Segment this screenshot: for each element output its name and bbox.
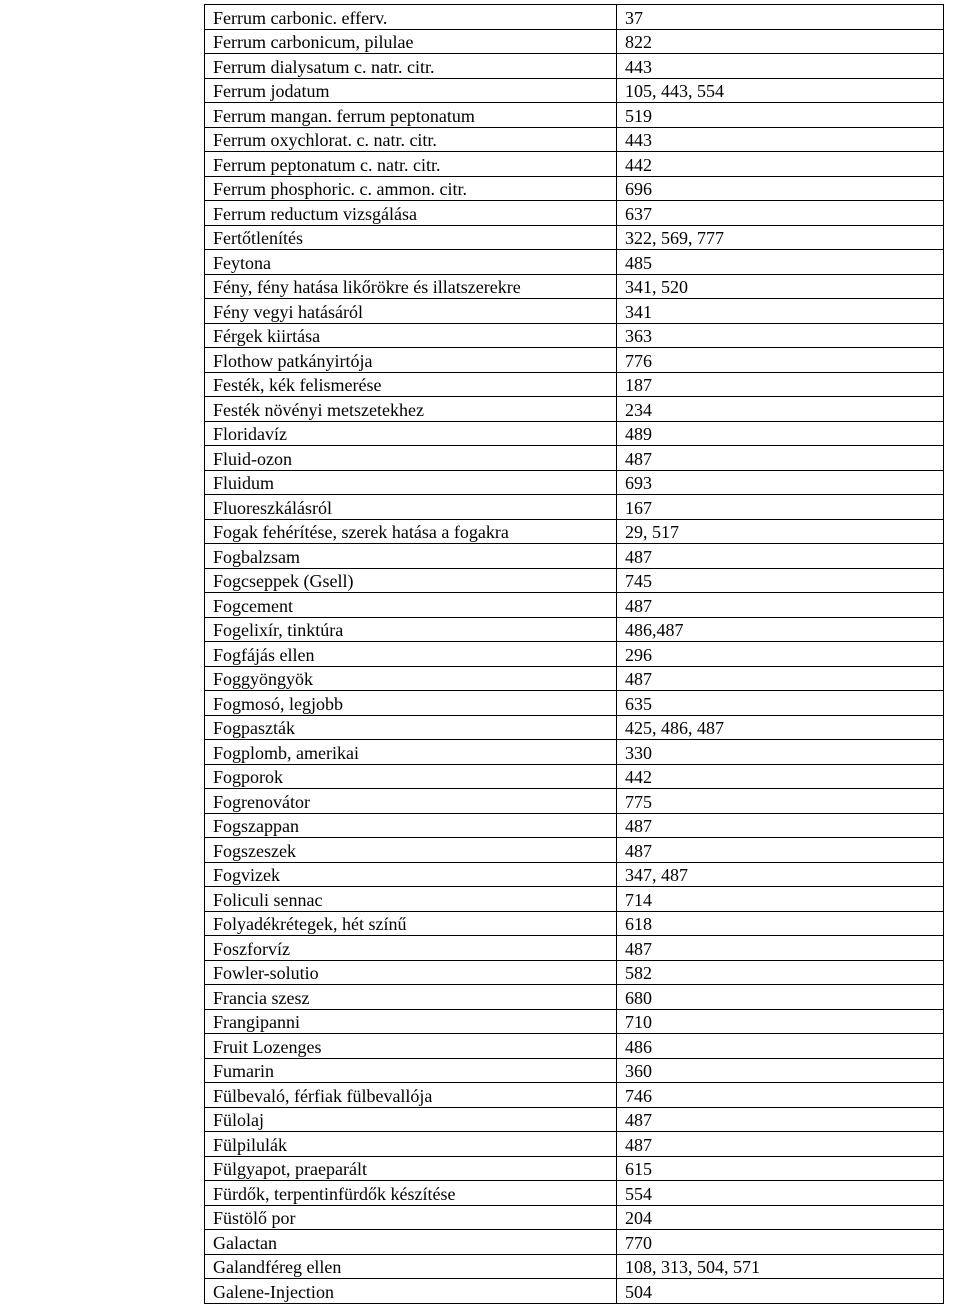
- table-row: [205, 323, 944, 348]
- page-numbers-cell: 775: [617, 789, 944, 814]
- index-term-cell: Ferrum carbonicum, pilulae: [205, 29, 617, 54]
- index-term-cell: Fülbevaló, férfiak fülbevallója: [205, 1083, 617, 1108]
- index-term-cell: Fogcement: [205, 593, 617, 618]
- page-numbers-cell: 322, 569, 777: [617, 225, 944, 250]
- index-term-cell: Fowler-solutio: [205, 960, 617, 985]
- index-term-cell: Fogbalzsam: [205, 544, 617, 569]
- page-numbers-cell: 234: [617, 397, 944, 422]
- page-numbers-cell: 618: [617, 911, 944, 936]
- table-row: [205, 519, 944, 544]
- page-numbers-cell: 487: [617, 1132, 944, 1157]
- index-term-cell: Fogpaszták: [205, 715, 617, 740]
- page-numbers-cell: 680: [617, 985, 944, 1010]
- table-row: [205, 152, 944, 177]
- page-numbers-cell: 487: [617, 446, 944, 471]
- table-row: [205, 1156, 944, 1181]
- page-numbers-cell: 487: [617, 1107, 944, 1132]
- page-numbers-cell: 442: [617, 764, 944, 789]
- index-term-cell: Fumarin: [205, 1058, 617, 1083]
- table-row: [205, 1205, 944, 1230]
- index-term-cell: Fogporok: [205, 764, 617, 789]
- table-row: [205, 54, 944, 79]
- index-term-cell: Ferrum oxychlorat. c. natr. citr.: [205, 127, 617, 152]
- table-row: [205, 225, 944, 250]
- index-term-cell: Fogak fehérítése, szerek hatása a fogakra: [205, 519, 617, 544]
- table-row: [205, 372, 944, 397]
- table-row: [205, 838, 944, 863]
- index-term-cell: Floridavíz: [205, 421, 617, 446]
- page-numbers-cell: 443: [617, 127, 944, 152]
- index-term-cell: Fruit Lozenges: [205, 1034, 617, 1059]
- index-term-cell: Foszforvíz: [205, 936, 617, 961]
- table-row: [205, 911, 944, 936]
- index-term-cell: Fény, fény hatása likőrökre és illatszerekre: [205, 274, 617, 299]
- table-row: [205, 103, 944, 128]
- index-term-cell: Fogcseppek (Gsell): [205, 568, 617, 593]
- index-term-cell: Ferrum reductum vizsgálása: [205, 201, 617, 226]
- index-term-cell: Fogrenovátor: [205, 789, 617, 814]
- page-numbers-cell: 696: [617, 176, 944, 201]
- index-term-cell: Férgek kiirtása: [205, 323, 617, 348]
- table-row: [205, 789, 944, 814]
- page-numbers-cell: 296: [617, 642, 944, 667]
- table-row: [205, 642, 944, 667]
- table-row: [205, 813, 944, 838]
- page-numbers-cell: 615: [617, 1156, 944, 1181]
- index-term-cell: Fogplomb, amerikai: [205, 740, 617, 765]
- index-term-cell: Fluidum: [205, 470, 617, 495]
- table-row: [205, 5, 944, 30]
- table-row: [205, 470, 944, 495]
- table-row: [205, 1083, 944, 1108]
- table-row: [205, 421, 944, 446]
- page-numbers-cell: 204: [617, 1205, 944, 1230]
- index-term-cell: Füstölő por: [205, 1205, 617, 1230]
- table-row: [205, 127, 944, 152]
- page-numbers-cell: 363: [617, 323, 944, 348]
- index-term-cell: Ferrum dialysatum c. natr. citr.: [205, 54, 617, 79]
- table-row: [205, 544, 944, 569]
- page-numbers-cell: 341, 520: [617, 274, 944, 299]
- page-numbers-cell: 29, 517: [617, 519, 944, 544]
- index-term-cell: Frangipanni: [205, 1009, 617, 1034]
- page-numbers-cell: 425, 486, 487: [617, 715, 944, 740]
- index-term-cell: Foliculi sennac: [205, 887, 617, 912]
- table-row: [205, 666, 944, 691]
- page-numbers-cell: 360: [617, 1058, 944, 1083]
- index-term-cell: Festék, kék felismerése: [205, 372, 617, 397]
- table-row: [205, 1254, 944, 1279]
- index-term-cell: Galactan: [205, 1230, 617, 1255]
- index-term-cell: Fogmosó, legjobb: [205, 691, 617, 716]
- index-term-cell: Folyadékrétegek, hét színű: [205, 911, 617, 936]
- page-numbers-cell: 487: [617, 593, 944, 618]
- index-term-cell: Ferrum jodatum: [205, 78, 617, 103]
- page-numbers-cell: 341: [617, 299, 944, 324]
- table-row: [205, 176, 944, 201]
- table-row: [205, 397, 944, 422]
- index-term-cell: Galene-Injection: [205, 1279, 617, 1304]
- index-term-cell: Fülpilulák: [205, 1132, 617, 1157]
- index-term-cell: Fülolaj: [205, 1107, 617, 1132]
- table-row: [205, 1181, 944, 1206]
- page-numbers-cell: 714: [617, 887, 944, 912]
- page-numbers-cell: 486: [617, 1034, 944, 1059]
- table-row: [205, 1009, 944, 1034]
- page-numbers-cell: 442: [617, 152, 944, 177]
- page-numbers-cell: 487: [617, 813, 944, 838]
- page-numbers-cell: 822: [617, 29, 944, 54]
- table-row: [205, 29, 944, 54]
- table-row: [205, 299, 944, 324]
- page-numbers-cell: 710: [617, 1009, 944, 1034]
- index-term-cell: Foggyöngyök: [205, 666, 617, 691]
- index-table-body: [205, 5, 944, 1304]
- page-numbers-cell: 485: [617, 250, 944, 275]
- page-numbers-cell: 487: [617, 936, 944, 961]
- table-row: [205, 250, 944, 275]
- page-numbers-cell: 487: [617, 666, 944, 691]
- index-term-cell: Fény vegyi hatásáról: [205, 299, 617, 324]
- index-term-cell: Fluoreszkálásról: [205, 495, 617, 520]
- page-numbers-cell: 443: [617, 54, 944, 79]
- page-numbers-cell: 330: [617, 740, 944, 765]
- table-row: [205, 78, 944, 103]
- page-numbers-cell: 105, 443, 554: [617, 78, 944, 103]
- table-row: [205, 764, 944, 789]
- page-numbers-cell: 347, 487: [617, 862, 944, 887]
- page-numbers-cell: 745: [617, 568, 944, 593]
- table-row: [205, 201, 944, 226]
- index-term-cell: Fogelixír, tinktúra: [205, 617, 617, 642]
- page-numbers-cell: 637: [617, 201, 944, 226]
- table-row: [205, 1034, 944, 1059]
- page-numbers-cell: 519: [617, 103, 944, 128]
- table-row: [205, 691, 944, 716]
- page-numbers-cell: 487: [617, 838, 944, 863]
- page-numbers-cell: 489: [617, 421, 944, 446]
- page-numbers-cell: 37: [617, 5, 944, 30]
- table-row: [205, 936, 944, 961]
- page-numbers-cell: 693: [617, 470, 944, 495]
- index-term-cell: Fürdők, terpentinfürdők készítése: [205, 1181, 617, 1206]
- table-row: [205, 274, 944, 299]
- index-term-cell: Fogfájás ellen: [205, 642, 617, 667]
- page-numbers-cell: 635: [617, 691, 944, 716]
- table-row: [205, 740, 944, 765]
- page-numbers-cell: 554: [617, 1181, 944, 1206]
- index-term-cell: Feytona: [205, 250, 617, 275]
- index-term-cell: Ferrum phosphoric. c. ammon. citr.: [205, 176, 617, 201]
- index-term-cell: Festék növényi metszetekhez: [205, 397, 617, 422]
- page-numbers-cell: 770: [617, 1230, 944, 1255]
- table-row: [205, 495, 944, 520]
- index-term-cell: Ferrum mangan. ferrum peptonatum: [205, 103, 617, 128]
- table-row: [205, 985, 944, 1010]
- page-numbers-cell: 108, 313, 504, 571: [617, 1254, 944, 1279]
- index-term-cell: Ferrum carbonic. efferv.: [205, 5, 617, 30]
- page-numbers-cell: 746: [617, 1083, 944, 1108]
- table-row: [205, 617, 944, 642]
- index-term-cell: Fogszappan: [205, 813, 617, 838]
- page-numbers-cell: 486,487: [617, 617, 944, 642]
- index-term-cell: Fogszeszek: [205, 838, 617, 863]
- index-term-cell: Fogvizek: [205, 862, 617, 887]
- index-term-cell: Flothow patkányirtója: [205, 348, 617, 373]
- page-numbers-cell: 776: [617, 348, 944, 373]
- index-term-cell: Fertőtlenítés: [205, 225, 617, 250]
- table-row: [205, 862, 944, 887]
- table-row: [205, 715, 944, 740]
- table-row: [205, 887, 944, 912]
- table-row: [205, 446, 944, 471]
- table-row: [205, 1279, 944, 1304]
- table-row: [205, 1132, 944, 1157]
- page-numbers-cell: 167: [617, 495, 944, 520]
- index-term-cell: Ferrum peptonatum c. natr. citr.: [205, 152, 617, 177]
- table-row: [205, 1107, 944, 1132]
- table-row: [205, 593, 944, 618]
- index-term-cell: Francia szesz: [205, 985, 617, 1010]
- table-row: [205, 1058, 944, 1083]
- index-table: [204, 4, 944, 1304]
- table-row: [205, 568, 944, 593]
- index-term-cell: Galandféreg ellen: [205, 1254, 617, 1279]
- table-row: [205, 960, 944, 985]
- page-numbers-cell: 504: [617, 1279, 944, 1304]
- page-numbers-cell: 187: [617, 372, 944, 397]
- index-term-cell: Fluid-ozon: [205, 446, 617, 471]
- page-numbers-cell: 487: [617, 544, 944, 569]
- index-term-cell: Fülgyapot, praeparált: [205, 1156, 617, 1181]
- page-numbers-cell: 582: [617, 960, 944, 985]
- table-row: [205, 348, 944, 373]
- table-row: [205, 1230, 944, 1255]
